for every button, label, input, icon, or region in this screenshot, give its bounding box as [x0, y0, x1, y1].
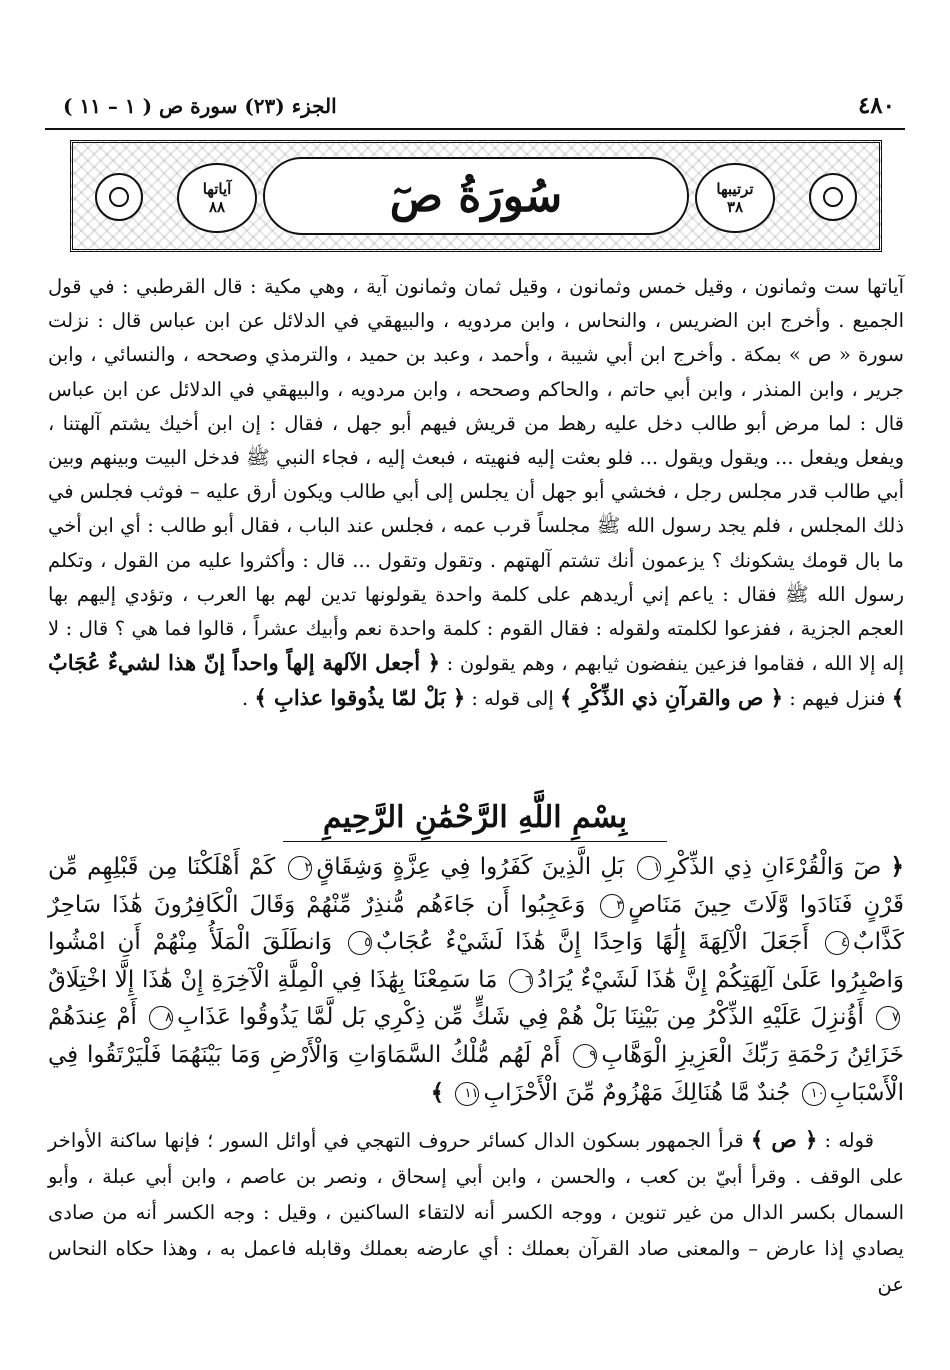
ayah-text: أَجَعَلَ الْآلِهَةَ إِلَٰهًا وَاحِدًا إِنَّ هَٰذَا لَشَيْءٌ عُجَابٌ — [376, 929, 809, 955]
commentary-quote: ﴿ ص ﴾ — [750, 1127, 818, 1152]
surah-order-medallion — [695, 163, 775, 233]
intro-paragraph — [48, 270, 904, 717]
intro-text: إلى قوله : — [471, 687, 554, 711]
ayah-number-icon: ٥ — [348, 931, 372, 955]
commentary-lead: قوله : — [824, 1129, 874, 1152]
ayah-number-icon: ٢ — [288, 856, 312, 880]
ayah-number-icon: ٨ — [149, 1006, 173, 1030]
commentary — [48, 1122, 904, 1303]
rosette-ornament-icon — [95, 173, 143, 221]
ayah-text: أَؤُنزِلَ عَلَيْهِ الذِّكْرُ مِن بَيْنِنَا بَلْ هُمْ فِي شَكٍّ مِّن ذِكْرِي بَل لَّمَّا يَذُوقُوا عَذَابِ — [177, 1004, 864, 1030]
basmala-text: بِسْمِ اللَّهِ الرَّحْمَٰنِ الرَّحِيمِ — [283, 800, 667, 842]
page-number: ٤٨٠ — [857, 92, 895, 119]
running-header — [45, 92, 905, 130]
ayah-text: أَمْ لَهُم مُّلْكُ السَّمَاوَاتِ وَالْأَرْضِ وَمَا بَيْنَهُمَا فَلْيَرْتَقُوا فِي الْأَسْبَابِ — [48, 1041, 904, 1106]
ayah-text: وَانطَلَقَ الْمَلَأُ مِنْهُمْ أَنِ امْشُوا وَاصْبِرُوا عَلَىٰ آلِهَتِكُمْ إِنَّ هَٰذَا لَشَيْءٌ يُرَادُ — [48, 929, 905, 993]
running-title: الجزء (٢٣) سورة ص ( ١ – ١١ ) — [63, 94, 337, 118]
ayah-number-icon: ٣ — [600, 894, 624, 918]
intro-text: . — [242, 687, 249, 711]
surah-verses-medallion — [177, 163, 257, 233]
commentary-text: قرأ الجمهور بسكون الدال كسائر حروف التهجي في أوائل السور ؛ فإنها ساكنة الأواخر على الوقف . وقرأ أبيّ بن كعب ، والحسن ، وابن أبي إسحاق ، ونصر بن عاصم ، وابن أبي عبلة ، وأبو السمال بكسر الدال من غير تنوين ، ووجه الكسر أنه لالتقاء الساكنين ، وقيل : وجه الكسر أنه من صادى يصادي إذا عارض – والمعنى صاد القرآن بعملك : أي عارضه بعملك وقابله فاعمل به ، وهذا حكاه النحاس عن — [48, 1129, 904, 1296]
ayah-number-icon: ١١ — [455, 1082, 479, 1106]
ayah-text: بَلِ الَّذِينَ كَفَرُوا فِي عِزَّةٍ وَشِقَاقٍ — [316, 854, 625, 880]
intro-quote: ﴿ أجعل الآلهة إلهاً واحداً إنّ هذا لشيءٌ عُجَابٌ ﴾ — [48, 650, 904, 711]
ayah-text: جُندٌ مَّا هُنَالِكَ مَهْزُومٌ مِّنَ الْأَحْزَابِ — [483, 1080, 791, 1106]
surah-title: سُورَةُ صٓ — [389, 170, 563, 222]
ayah-text: صٓ وَالْقُرْءَانِ ذِي الذِّكْرِ — [665, 854, 882, 880]
surah-title-cartouche — [263, 157, 689, 235]
ayah-number-icon: ١٠ — [802, 1082, 826, 1106]
ayah-text: مَا سَمِعْنَا بِهَٰذَا فِي الْمِلَّةِ الْآخِرَةِ إِنْ هَٰذَا إِلَّا اخْتِلَاقٌ — [48, 966, 498, 993]
open-bracket: ﴿ — [890, 853, 905, 880]
close-bracket: ﴾ — [430, 1079, 445, 1106]
surah-order-label: ترتيبها — [716, 180, 754, 198]
surah-order-value: ٣٨ — [726, 198, 744, 216]
intro-text: آياتها ست وثمانون ، وقيل خمس وثمانون ، وقيل ثمان وثمانون آية ، وهي مكية : قال القرطبي : في قول الجميع . وأخرج ابن الضريس ، والنحاس ، وابن مردويه ، والبيهقي في الدلائل عن ابن عباس قال : نزلت سورة « ص » بمكة . وأخرج ابن أبي شيبة ، وأحمد ، وعبد بن حميد ، والترمذي وصححه ، والنسائي ، وابن جرير ، وابن المنذر ، وابن أبي حاتم ، والحاكم وصححه ، وابن مردويه ، والبيهقي في الدلائل عن ابن عباس قال : لما مرض أبو طالب دخل عليه رهط من قريش فيهم أبو جهل ، فقال : إن ابن أخيك يشتم آلهتنا ، ويفعل ويفعل ... ويقول ويقول ... فلو بعثت إليه فنهيته ، فبعث إليه ، فجاء النبي ﷺ فدخل البيت وبينهم وبين أبي طالب قدر مجلس رجل ، فخشي أبو جهل أن يجلس إلى أبي طالب ويكون أرق عليه – فوثب فجلس في ذلك المجلس ، فلم يجد رسول الله ﷺ مجلساً قرب عمه ، فجلس عند الباب ، فقال أبو طالب : أي ابن أخي ما بال قومك يشكونك ؟ يزعمون أنك تشتم آلهتهم . وتقول وتقول ... قال : وأكثروا عليه من القول ، وتكلم رسول الله ﷺ فقال : ياعم إني أريدهم على كلمة واحدة يقولونها تدين لهم بها العرب ، وتؤدي إليهم بها العجم الجزية ، ففزعوا لكلمته ولقوله : فقال القوم : كلمة واحدة نعم وأبيك عشراً ، قالوا فما هي ؟ قال : لا إله إلا الله ، فقاموا فزعين ينفضون ثيابهم ، وهم يقولون : — [48, 275, 904, 676]
quran-verses — [48, 848, 904, 1113]
ayah-number-icon: ٩ — [573, 1044, 597, 1068]
ayah-text: كَمْ أَهْلَكْنَا مِن قَبْلِهِم مِّن قَرْنٍ فَنَادَوا وَّلَاتَ حِينَ مَنَاصٍ — [48, 854, 905, 918]
ayah-number-icon: ٦ — [509, 969, 533, 993]
surah-banner — [70, 140, 882, 252]
ayah-number-icon: ٧ — [876, 1006, 900, 1030]
surah-verses-label: آياتها — [202, 180, 232, 198]
ayah-number-icon: ١ — [637, 856, 661, 880]
basmala — [45, 800, 905, 835]
surah-verses-value: ٨٨ — [208, 198, 226, 216]
ayah-text: وَعَجِبُوا أَن جَاءَهُم مُّنذِرٌ مِّنْهُمْ وَقَالَ الْكَافِرُونَ هَٰذَا سَاحِرٌ كَذَّابٌ — [48, 891, 904, 955]
rosette-ornament-icon — [809, 173, 857, 221]
intro-text: فنزل فيهم : — [789, 687, 886, 711]
intro-quote: ﴿ ص والقرآنِ ذي الذِّكْرِ ﴾ — [559, 685, 783, 711]
intro-quote: ﴿ بَلْ لمّا يذُوقوا عذابِ ﴾ — [254, 685, 466, 711]
ayah-text: أَمْ عِندَهُمْ خَزَائِنُ رَحْمَةِ رَبِّكَ الْعَزِيزِ الْوَهَّابِ — [48, 1004, 904, 1068]
commentary-paragraph — [48, 1122, 904, 1303]
ayah-number-icon: ٤ — [825, 931, 849, 955]
surah-introduction — [48, 270, 904, 717]
